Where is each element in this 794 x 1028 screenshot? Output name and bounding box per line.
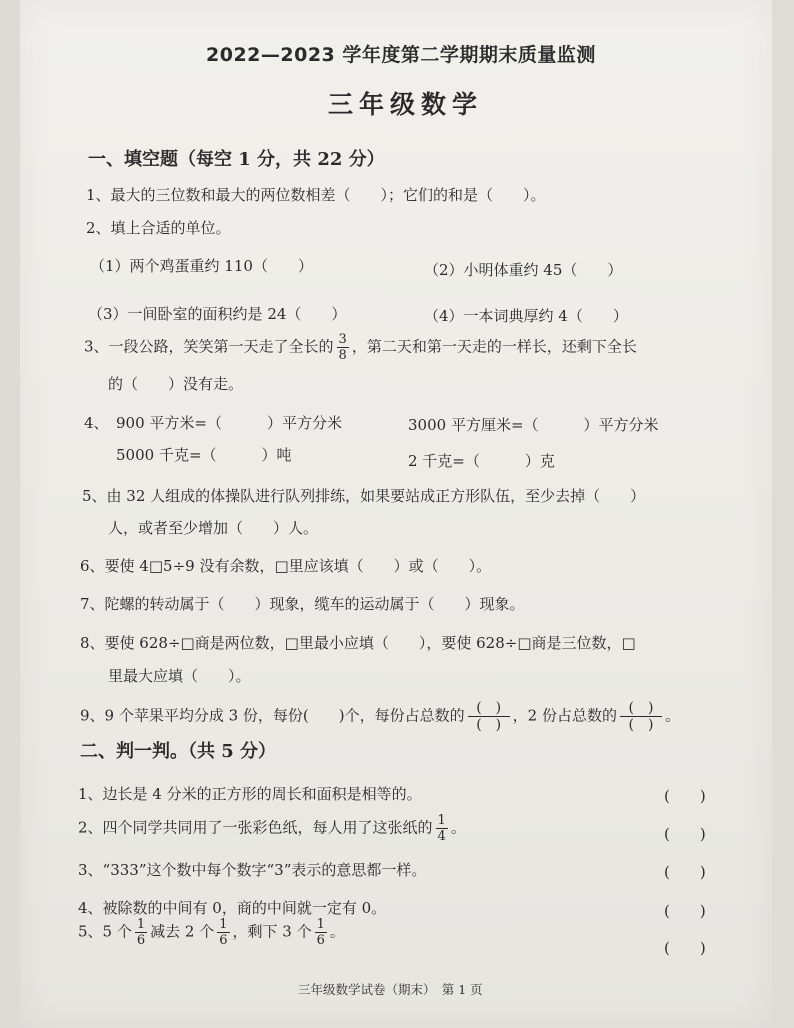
fraction-blank-2: [620, 701, 662, 732]
judge-5-text-c: ，剩下 3 个: [232, 922, 312, 941]
judge-5-end: 。: [329, 922, 345, 941]
fraction-denominator: 8: [338, 348, 347, 363]
question-3-line2: 的（ ）没有走。: [108, 375, 244, 393]
fraction-blank-denominator: ( ): [628, 717, 654, 733]
question-5-line2: 人，或者至少增加（ ）人。: [108, 519, 319, 537]
fraction-three-eighths: [337, 333, 349, 362]
question-4-d: 2 千克=（ ）克: [408, 452, 555, 470]
question-4-label: 4、: [84, 414, 109, 432]
judge-4-answer-box: ( ): [664, 902, 706, 920]
question-8-line1: 8、要使 628÷□商是两位数，□里最小应填（ ），要使 628÷□商是三位数，□: [80, 634, 636, 652]
judge-4: 4、被除数的中间有 0，商的中间就一定有 0。: [78, 899, 387, 917]
judge-5-text-a: 5、5 个: [78, 922, 132, 941]
page-footer: 三年级数学试卷（期末） 第 1 页: [298, 982, 483, 997]
fraction-blank-numerator: ( ): [628, 700, 654, 716]
fraction-denominator: 6: [219, 933, 228, 948]
judge-3-answer-box: ( ): [664, 863, 706, 881]
judge-3: 3、“333”这个数中每个数字“3”表示的意思都一样。: [78, 861, 427, 879]
question-7: 7、陀螺的转动属于（ ）现象，缆车的运动属于（ ）现象。: [80, 595, 525, 613]
judge-5: [78, 918, 345, 947]
section1-heading: 一、填空题（每空 1 分，共 22 分）: [88, 149, 385, 170]
page-edge-right: [772, 0, 794, 1028]
judge-1-answer-box: ( ): [664, 787, 706, 805]
question-4-a: 900 平方米=（ ）平方分米: [116, 414, 342, 432]
fraction-blank-denominator: ( ): [476, 717, 502, 733]
question-9-text-a: 9、9 个苹果平均分成 3 份，每份( )个，每份占总数的: [80, 706, 465, 725]
question-6: 6、要使 4□5÷9 没有余数，□里应该填（ ）或（ ）。: [80, 557, 492, 575]
exam-title: 2022—2023 学年度第二学期期末质量监测: [206, 44, 596, 66]
judge-2-answer-box: ( ): [664, 825, 706, 843]
fraction-one-sixth: [135, 918, 147, 947]
fraction-one-quarter: [436, 814, 448, 843]
fraction-numerator: 1: [316, 917, 325, 932]
judge-2: [78, 814, 466, 843]
question-2-3: （3）一间卧室的面积约是 24（ ）: [88, 305, 347, 323]
fraction-denominator: 6: [316, 933, 325, 948]
judge-1: 1、边长是 4 分米的正方形的周长和面积是相等的。: [78, 785, 422, 803]
question-3-line1: [84, 333, 637, 362]
fraction-numerator: 3: [338, 332, 347, 347]
judge-2-end: 。: [450, 818, 466, 837]
judge-5-answer-box: ( ): [664, 939, 706, 957]
fraction-blank-1: [468, 701, 510, 732]
judge-2-text: 2、四个同学共同用了一张彩色纸，每人用了这张纸的: [78, 818, 433, 837]
question-2-1: （1）两个鸡蛋重约 110（ ）: [90, 257, 313, 275]
question-1: 1、最大的三位数和最大的两位数相差（ ）；它们的和是（ ）。: [86, 186, 546, 204]
fraction-numerator: 1: [219, 917, 228, 932]
question-5-line1: 5、由 32 人组成的体操队进行队列排练，如果要站成正方形队伍，至少去掉（ ）: [82, 487, 646, 505]
question-3-text-b: ，第二天和第一天走的一样长，还剩下全长: [351, 337, 637, 356]
section2-heading: 二、判一判。（共 5 分）: [80, 741, 277, 762]
question-9-text-b: ，2 份占总数的: [512, 706, 617, 725]
judge-5-text-b: 减去 2 个: [150, 922, 215, 941]
question-4-b: 3000 平方厘米=（ ）平方分米: [408, 416, 659, 434]
fraction-numerator: 1: [437, 813, 446, 828]
fraction-denominator: 6: [136, 933, 146, 948]
fraction-numerator: 1: [136, 917, 146, 932]
question-2: 2、填上合适的单位。: [86, 219, 231, 237]
question-8-line2: 里最大应填（ ）。: [108, 667, 251, 685]
fraction-one-sixth: [217, 918, 229, 947]
subject-title: 三年级数学: [328, 90, 484, 119]
fraction-blank-numerator: ( ): [476, 700, 502, 716]
question-2-4: （4）一本词典厚约 4（ ）: [424, 307, 628, 325]
fraction-denominator: 4: [437, 829, 446, 844]
question-4-c: 5000 千克=（ ）吨: [116, 446, 292, 464]
question-9-end: 。: [664, 706, 680, 725]
page-edge-left: [0, 0, 20, 1028]
question-3-text-a: 3、一段公路，笑笑第一天走了全长的: [84, 337, 334, 356]
question-2-2: （2）小明体重约 45（ ）: [424, 261, 623, 279]
question-9: [80, 701, 680, 732]
fraction-one-sixth: [315, 918, 327, 947]
